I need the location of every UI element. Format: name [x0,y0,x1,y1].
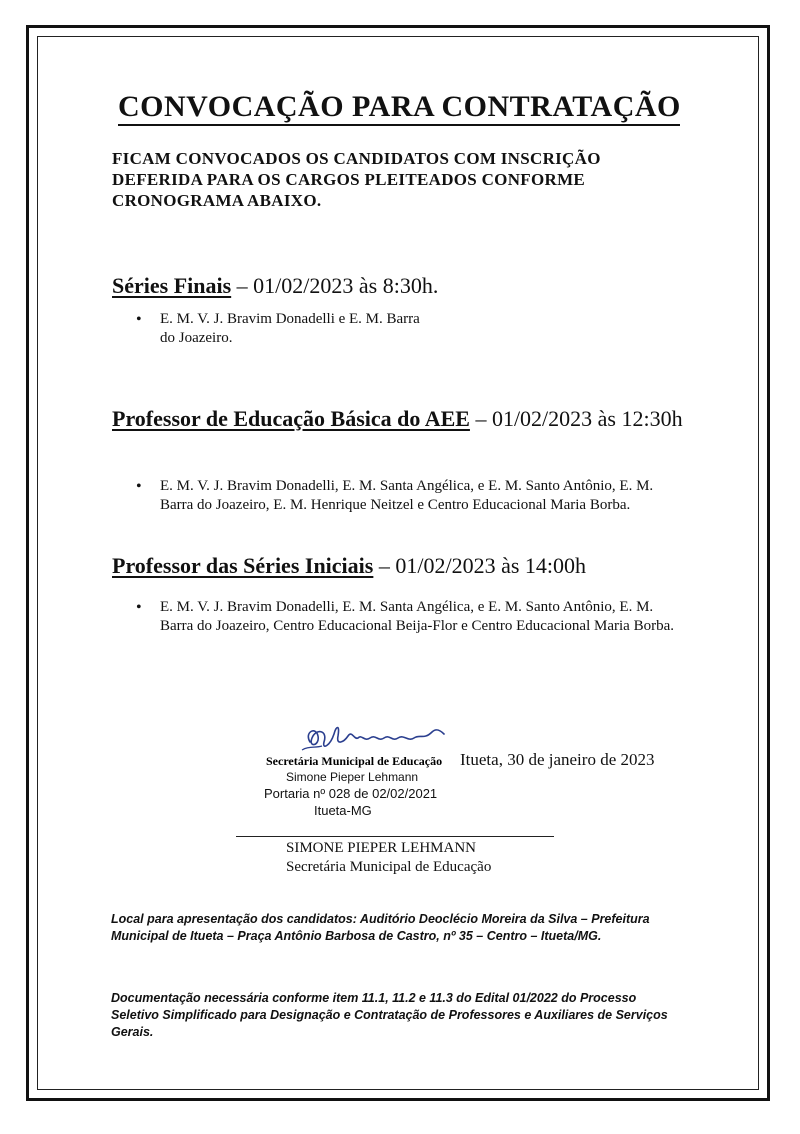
section-schedule: – 01/02/2023 às 14:00h [373,553,587,578]
intro-paragraph: FICAM CONVOCADOS OS CANDIDATOS COM INSCRIÇÃO DEFERIDA PARA OS CARGOS PLEITEADOS CONFORME CRONOGRAMA ABAIXO. [112,149,601,210]
stamp-ordinance: Portaria nº 028 de 02/02/2021 [264,786,438,801]
stamp-name: Simone Pieper Lehmann [286,770,419,784]
section-heading-label: Séries Finais [112,273,232,298]
section-schedule: – 01/02/2023 às 12:30h [469,406,683,431]
list-item: E. M. V. J. Bravim Donadelli e E. M. Barra do Joazeiro. [160,311,420,346]
bullet-icon: • [136,599,142,616]
list-item: E. M. V. J. Bravim Donadelli, E. M. Santa Angélica, e E. M. Santo Antônio, E. M. Barra do Joazeiro, E. M. Henrique Neitzel e Centro Educacional Maria Borba. [160,478,654,513]
place-date: Itueta, 30 de janeiro de 2023 [460,750,655,769]
section-heading-aee [112,405,692,433]
documents-note: Documentação necessária conforme item 11.1, 11.2 e 11.3 do Edital 01/2022 do Processo Seletivo Simplificado para Designação e Contratação de Professores e Auxiliares de Serviços Gerais. [111,991,668,1039]
document-title: CONVOCAÇÃO PARA CONTRATAÇÃO [118,90,681,123]
signatory-role: Secretária Municipal de Educação [286,859,492,875]
stamp-office: Secretária Municipal de Educação [266,754,443,768]
section-schedule: – 01/02/2023 às 8:30h. [231,273,439,298]
section-heading-label: Professor de Educação Básica do AEE [112,406,470,431]
signatory-name: SIMONE PIEPER LEHMANN [286,840,477,856]
signature-line [236,836,554,837]
bullet-icon: • [136,311,142,328]
list-item: E. M. V. J. Bravim Donadelli, E. M. Santa Angélica, e E. M. Santo Antônio, E. M. Barra do Joazeiro, Centro Educacional Beija-Flor e Centro Educacional Maria Borba. [160,599,674,634]
bullet-icon: • [136,478,142,495]
title-underline [118,124,680,126]
stamp-city: Itueta-MG [314,803,372,818]
section-heading-label: Professor das Séries Iniciais [112,553,374,578]
section-heading-series-iniciais [112,552,586,580]
section-heading-series-finais [112,272,438,300]
official-stamp [258,712,458,822]
location-note: Local para apresentação dos candidatos: Auditório Deoclécio Moreira da Silva – Prefeitura Municipal de Itueta – Praça Antônio Barbosa de Castro, nº 35 – Centro – Itueta/MG. [111,912,650,943]
